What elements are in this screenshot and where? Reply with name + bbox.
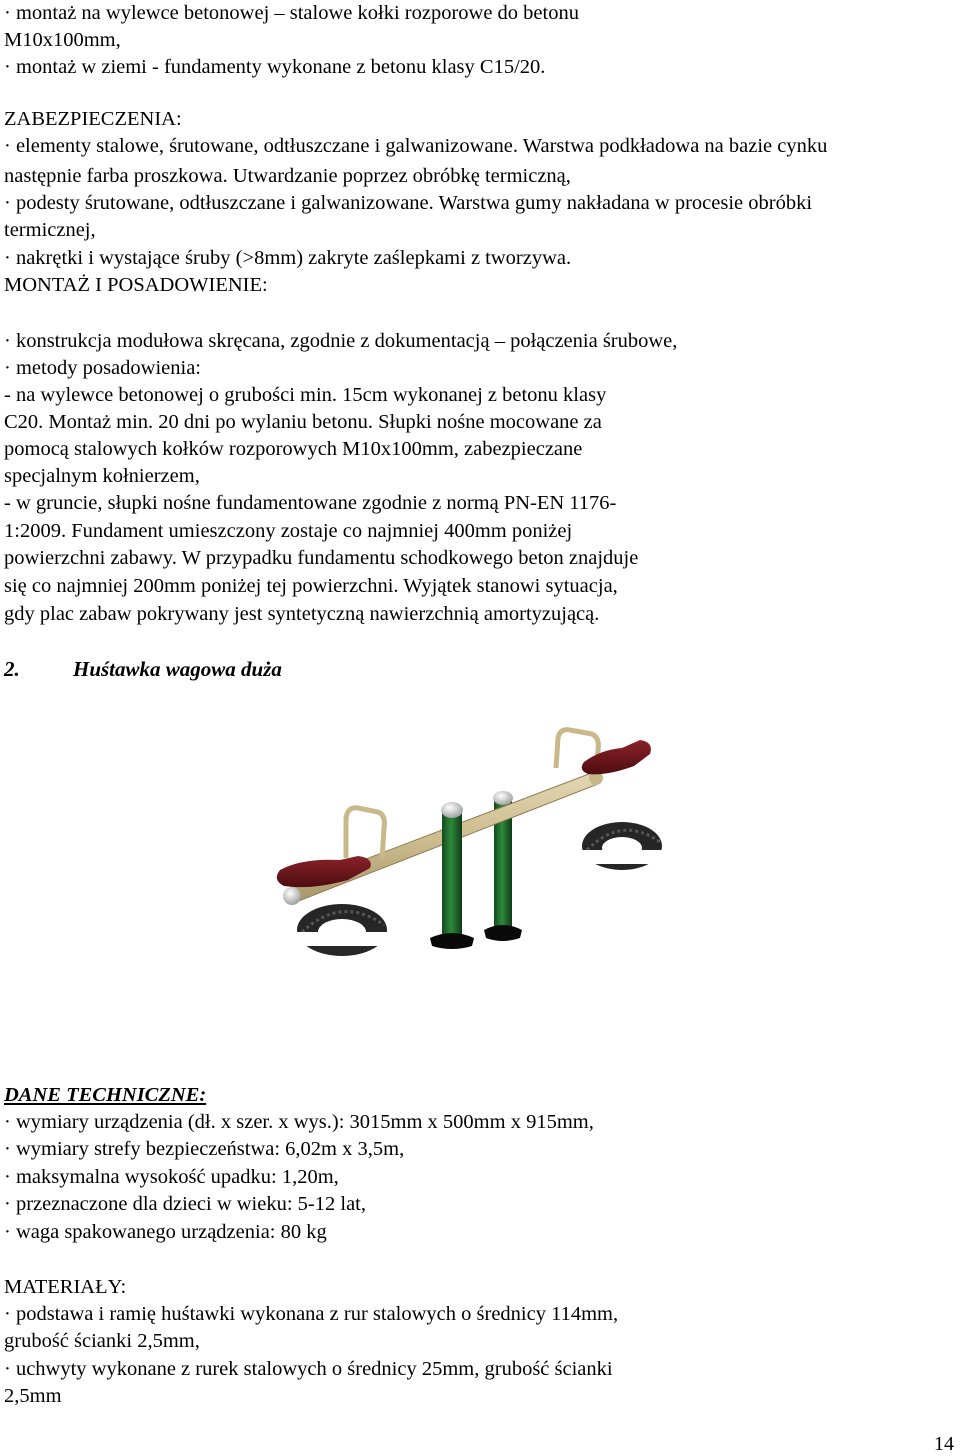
text-line: specjalnym kołnierzem, (4, 465, 200, 487)
text-line: · montaż na wylewce betonowej – stalowe kołki rozporowe do betonu (4, 2, 579, 24)
text-line: - w gruncie, słupki nośne fundamentowane zgodnie z normą PN-EN 1176- (4, 492, 617, 514)
text-line: gdy plac zabaw pokrywany jest syntetyczną nawierzchnią amortyzującą. (4, 603, 600, 625)
left-seat (277, 856, 371, 887)
text-line: grubość ścianki 2,5mm, (4, 1330, 200, 1352)
text-line: następnie farba proszkowa. Utwardzanie poprzez obróbkę termiczną, (4, 165, 571, 187)
montaz-heading: MONTAŻ I POSADOWIENIE: (4, 274, 268, 296)
text-line: M10x100mm, (4, 29, 121, 51)
text-line: · waga spakowanego urządzenia: 80 kg (4, 1221, 327, 1243)
text-line: · przeznaczone dla dzieci w wieku: 5-12 lat, (4, 1193, 366, 1215)
left-handle (346, 808, 384, 860)
zabezpieczenia-heading: ZABEZPIECZENIA: (4, 108, 182, 130)
right-tire (580, 822, 666, 870)
text-line: · metody posadowienia: (4, 357, 201, 379)
text-line: · elementy stalowe, śrutowane, odtłuszczane i galwanizowane. Warstwa podkładowa na bazie cynku (4, 135, 828, 157)
text-line: 2,5mm (4, 1385, 62, 1407)
text-line: termicznej, (4, 219, 96, 241)
materialy-heading: MATERIAŁY: (4, 1276, 127, 1298)
section-title: Huśtawka wagowa duża (73, 657, 282, 681)
text-line: · podesty śrutowane, odtłuszczane i galwanizowane. Warstwa gumy nakładana w procesie obróbki (4, 192, 813, 214)
right-seat (582, 740, 651, 774)
text-line: C20. Montaż min. 20 dni po wylaniu betonu. Słupki nośne mocowane za (4, 411, 602, 433)
text-line: · wymiary strefy bezpieczeństwa: 6,02m x 3,5m, (4, 1138, 405, 1160)
text-line: · konstrukcja modułowa skręcana, zgodnie z dokumentacją – połączenia śrubowe, (4, 330, 678, 352)
section-number: 2. (4, 657, 20, 681)
left-tire (297, 904, 387, 956)
text-line: 1:2009. Fundament umieszczony zostaje co najmniej 400mm poniżej (4, 520, 573, 542)
text-line: · podstawa i ramię huśtawki wykonana z rur stalowych o średnicy 114mm, (4, 1303, 619, 1325)
text-line: - na wylewce betonowej o grubości min. 15cm wykonanej z betonu klasy (4, 384, 607, 406)
text-line: · wymiary urządzenia (dł. x szer. x wys.): 3015mm x 500mm x 915mm, (4, 1111, 594, 1133)
text-line: pomocą stalowych kołków rozporowych M10x100mm, zabezpieczane (4, 438, 583, 460)
text-line: · maksymalna wysokość upadku: 1,20m, (4, 1166, 339, 1188)
seesaw-illustration (262, 720, 702, 960)
dane-heading: DANE TECHNICZNE: (4, 1084, 207, 1106)
text-line: · uchwyty wykonane z rurek stalowych o średnicy 25mm, grubość ścianki (4, 1358, 613, 1380)
page-number: 14 (934, 1433, 954, 1455)
text-line: · nakrętki i wystające śruby (>8mm) zakryte zaślepkami z tworzywa. (4, 247, 572, 269)
text-line: się co najmniej 200mm poniżej tej powierzchni. Wyjątek stanowi sytuacja, (4, 575, 618, 597)
text-line: · montaż w ziemi - fundamenty wykonane z betonu klasy C15/20. (4, 56, 546, 78)
text-line: powierzchni zabawy. W przypadku fundamentu schodkowego beton znajduje (4, 547, 639, 569)
